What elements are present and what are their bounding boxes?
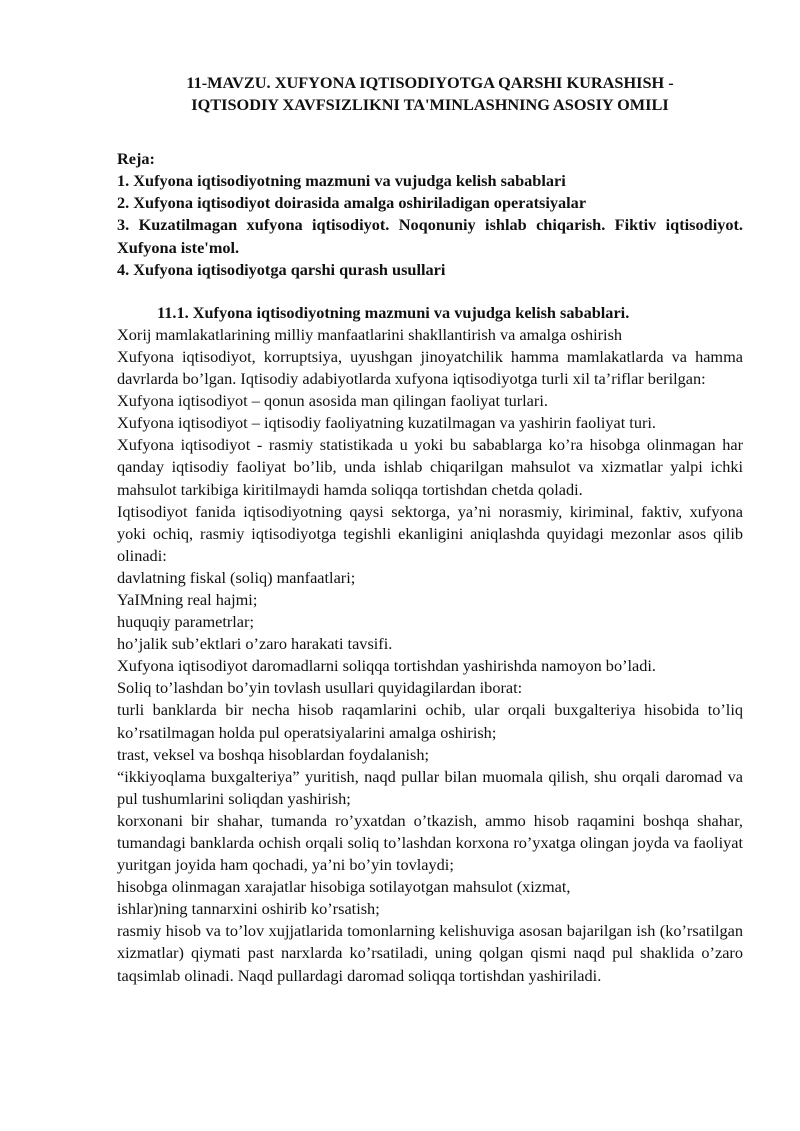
paragraph: Xufyona iqtisodiyot daromadlarni soliqqa tortishdan yashirishda namoyon bo’ladi.: [117, 656, 656, 676]
list-item: “ikkiyoqlama buxgalteriya” yuritish, naqd pullar bilan muomala qilish, shu orqali daromad va pul tushumlarini soliqdan yashirish;: [117, 766, 743, 808]
list-item: ishlar)ning tannarxini oshirib ko’rsatish;: [117, 899, 380, 919]
title-line-2: IQTISODIY XAVFSIZLIKNI TA'MINLASHNING ASOSIY OMILI: [191, 95, 669, 115]
list-item: korxonani bir shahar, tumanda ro’yxatdan o’tkazish, ammo hisob raqamini boshqa shahar, tumandagi banklarda ochish orqali soliq to’lashdan korxona ro’yxatga olingan joyda va faoliyat yuritgan joyida ham qochadi, ya’ni bo’yin tovlaydi;: [117, 810, 743, 875]
paragraph: Iqtisodiyot fanida iqtisodiyotning qaysi sektorga, ya’ni norasmiy, kiriminal, faktiv, xufyona yoki ochiq, rasmiy iqtisodiyotga tegishli ekanligini aniqlashda quyidagi mezonlar asos qilib olinadi:: [117, 501, 743, 565]
document-body: [117, 72, 743, 987]
document-title: [117, 72, 743, 116]
paragraph: Xufyona iqtisodiyot – qonun asosida man qilingan faoliyat turlari.: [117, 391, 548, 411]
paragraph: Xufyona iqtisodiyot – iqtisodiy faoliyatning kuzatilmagan va yashirin faoliyat turi.: [117, 413, 656, 433]
list-item: trast, veksel va boshqa hisoblardan foydalanish;: [117, 744, 429, 764]
plan-item-4: 4. Xufyona iqtisodiyotga qarshi qurash usullari: [117, 259, 446, 279]
list-item: ho’jalik sub’ektlari o’zaro harakati tavsifi.: [117, 634, 393, 654]
plan-item-2: 2. Xufyona iqtisodiyot doirasida amalga oshiriladigan operatsiyalar: [117, 193, 587, 213]
paragraph: Xufyona iqtisodiyot - rasmiy statistikada u yoki bu sabablarga ko’ra hisobga olinmagan har qanday iqtisodiy faoliyat bo’lib, unda ishlab chiqarilgan mahsulot va xizmatlar yalpi ichki mahsulot tarkibiga kiritilmaydi hamda soliqqa tortishdan chetda qoladi.: [117, 435, 743, 499]
plan-item-1: 1. Xufyona iqtisodiyotning mazmuni va vujudga kelish sabablari: [117, 171, 566, 191]
title-line-1: 11-MAVZU. XUFYONA IQTISODIYOTGA QARSHI KURASHISH -: [186, 73, 674, 92]
paragraph: Soliq to’lashdan bo’yin tovlash usullari quyidagilardan iborat:: [117, 678, 523, 698]
list-item: davlatning fiskal (soliq) manfaatlari;: [117, 567, 356, 587]
list-item: turli banklarda bir necha hisob raqamlarini ochib, ular orqali buxgalteriya hisobida to’liq ko’rsatilmagan holda pul operatsiyalarini amalga oshirish;: [117, 700, 743, 742]
list-item: huquqiy parametrlar;: [117, 612, 254, 632]
plan-label: Reja:: [117, 149, 155, 169]
paragraph: Xorij mamlakatlarining milliy manfaatlarini shakllantirish va amalga oshirish: [117, 324, 623, 344]
list-item: rasmiy hisob va to’lov xujjatlarida tomonlarning kelishuviga asosan bajarilgan ish (ko’rsatilgan xizmatlar) qiymati past narxlarda ko’rsatiladi, uning qolgan qismi naqd pul shaklida o’zaro taqsimlab olinadi. Naqd pullardagi daromad soliqqa tortishdan yashiriladi.: [117, 921, 743, 985]
section-heading: 11.1. Xufyona iqtisodiyotning mazmuni va vujudga kelish sabablari.: [157, 302, 630, 322]
list-item: hisobga olinmagan xarajatlar hisobiga sotilayotgan mahsulot (xizmat,: [117, 877, 571, 897]
plan-item-3: 3. Kuzatilmagan xufyona iqtisodiyot. Noqonuniy ishlab chiqarish. Fiktiv iqtisodiyot. Xufyona iste'mol.: [117, 215, 743, 257]
paragraph: Xufyona iqtisodiyot, korruptsiya, uyushgan jinoyatchilik hamma mamlakatlarda va hamma davrlarda bo’lgan. Iqtisodiy adabiyotlarda xufyona iqtisodiyotga turli xil ta’riflar berilgan:: [117, 346, 743, 389]
plan-block: [117, 148, 743, 281]
list-item: YaIMning real hajmi;: [117, 589, 258, 609]
